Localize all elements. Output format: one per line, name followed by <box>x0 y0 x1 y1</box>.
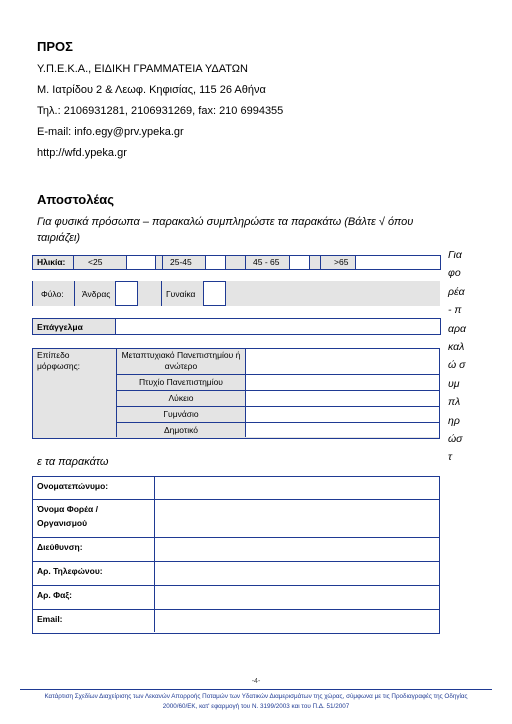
footer-line-1: Κατάρτιση Σχεδίων Διαχείρισης των Λεκανών Απορροής Ποταμών των Υδατικών Διαμερισμάτων της χώρας, σύμφωνα με τις Προδιαγραφές της Οδηγίας <box>44 693 468 700</box>
age-label: Ηλικία: <box>37 257 66 267</box>
sender-title: Αποστολέας <box>37 192 115 207</box>
organization-instruction-continuation: ε τα παρακάτω <box>37 456 109 468</box>
recipient-phone: Τηλ.: 2106931281, 2106931269, fax: 210 6994355 <box>37 105 284 117</box>
age-row <box>32 255 440 270</box>
contact-label-name: Ονοματεπώνυμο: <box>33 477 155 499</box>
divider <box>245 255 246 270</box>
gender-male-label: Άνδρας <box>82 289 111 299</box>
age-checkbox-45-65[interactable] <box>289 255 310 270</box>
gender-female-label: Γυναίκα <box>166 289 196 299</box>
recipient-organization: Υ.Π.Ε.Κ.Α., ΕΙΔΙΚΗ ΓΡΑΜΜΑΤΕΙΑ ΥΔΑΤΩΝ <box>37 63 248 75</box>
gender-female-checkbox[interactable] <box>203 281 226 306</box>
footer-divider <box>20 689 492 690</box>
divider <box>162 255 163 270</box>
age-option-25-45: 25-45 <box>170 257 192 267</box>
education-check-gymnasium[interactable] <box>246 406 439 422</box>
age-option-45-65: 45 - 65 <box>253 257 280 267</box>
contact-label-email: Email: <box>33 610 155 632</box>
education-check-primary[interactable] <box>246 422 439 437</box>
footer-line-2: 2000/60/ΕΚ, κατ' εφαρμογή του Ν. 3199/2003 και του Π.Δ. 51/2007 <box>162 703 350 710</box>
occupation-input[interactable] <box>115 318 441 335</box>
contact-label-phone: Αρ. Τηλεφώνου: <box>33 562 155 585</box>
contact-label-fax: Αρ. Φαξ: <box>33 586 155 609</box>
education-block <box>32 348 440 439</box>
contact-row-fax[interactable] <box>33 586 439 610</box>
recipient-address: Μ. Ιατρίδου 2 & Λεωφ. Κηφισίας, 115 26 Αθήνα <box>37 84 266 96</box>
gender-row <box>32 281 228 306</box>
divider <box>320 255 321 270</box>
contact-row-address[interactable] <box>33 538 439 562</box>
education-levels-column <box>116 349 246 437</box>
divider <box>161 281 162 306</box>
contact-row-name[interactable] <box>33 477 439 500</box>
age-checkbox-25-45[interactable] <box>205 255 226 270</box>
age-option-under25: <25 <box>88 257 103 267</box>
contact-row-email[interactable] <box>33 610 439 632</box>
education-check-postgrad[interactable] <box>246 349 439 374</box>
education-check-degree[interactable] <box>246 374 439 390</box>
sender-instruction: Για φυσικά πρόσωπα – παρακαλώ συμπληρώστε τα παρακάτω (Βάλτε √ όπου ταιριάζει) <box>37 216 414 244</box>
education-level-lyceum: Λύκειο <box>117 390 245 406</box>
occupation-label: Επάγγελμα <box>37 322 83 332</box>
contact-label-organization: Όνομα Φορέα / Οργανισμού <box>33 500 155 537</box>
footer-text <box>10 692 502 712</box>
education-level-gymnasium: Γυμνάσιο <box>117 406 245 422</box>
organization-instruction-wrapped: Για φορέα - παρακαλώ συμπληρώστ <box>448 249 466 464</box>
contact-row-organization[interactable] <box>33 500 439 538</box>
education-check-column <box>246 349 439 437</box>
education-level-degree: Πτυχίο Πανεπιστημίου <box>117 374 245 390</box>
contact-row-phone[interactable] <box>33 562 439 586</box>
occupation-row <box>32 318 440 335</box>
recipient-website[interactable]: http://wfd.ypeka.gr <box>37 147 127 159</box>
recipient-title: ΠΡΟΣ <box>37 39 73 54</box>
age-checkbox-under25[interactable] <box>126 255 156 270</box>
education-level-primary: Δημοτικό <box>117 422 245 437</box>
contact-table <box>32 476 440 634</box>
divider <box>73 255 74 270</box>
gender-row-fill <box>228 281 440 306</box>
page-number: -4- <box>251 678 261 685</box>
education-check-lyceum[interactable] <box>246 390 439 406</box>
education-level-postgrad: Μεταπτυχιακό Πανεπιστημίου ή ανώτερο <box>121 350 241 371</box>
gender-male-checkbox[interactable] <box>115 281 138 306</box>
gender-label: Φύλο: <box>41 289 64 299</box>
divider <box>74 281 75 306</box>
age-option-over65: >65 <box>334 257 349 267</box>
education-label: Επίπεδο μόρφωσης: <box>37 350 81 371</box>
contact-label-address: Διεύθυνση: <box>33 538 155 561</box>
age-checkbox-over65[interactable] <box>355 255 441 270</box>
recipient-email[interactable]: E-mail: info.egy@prv.ypeka.gr <box>37 126 184 138</box>
